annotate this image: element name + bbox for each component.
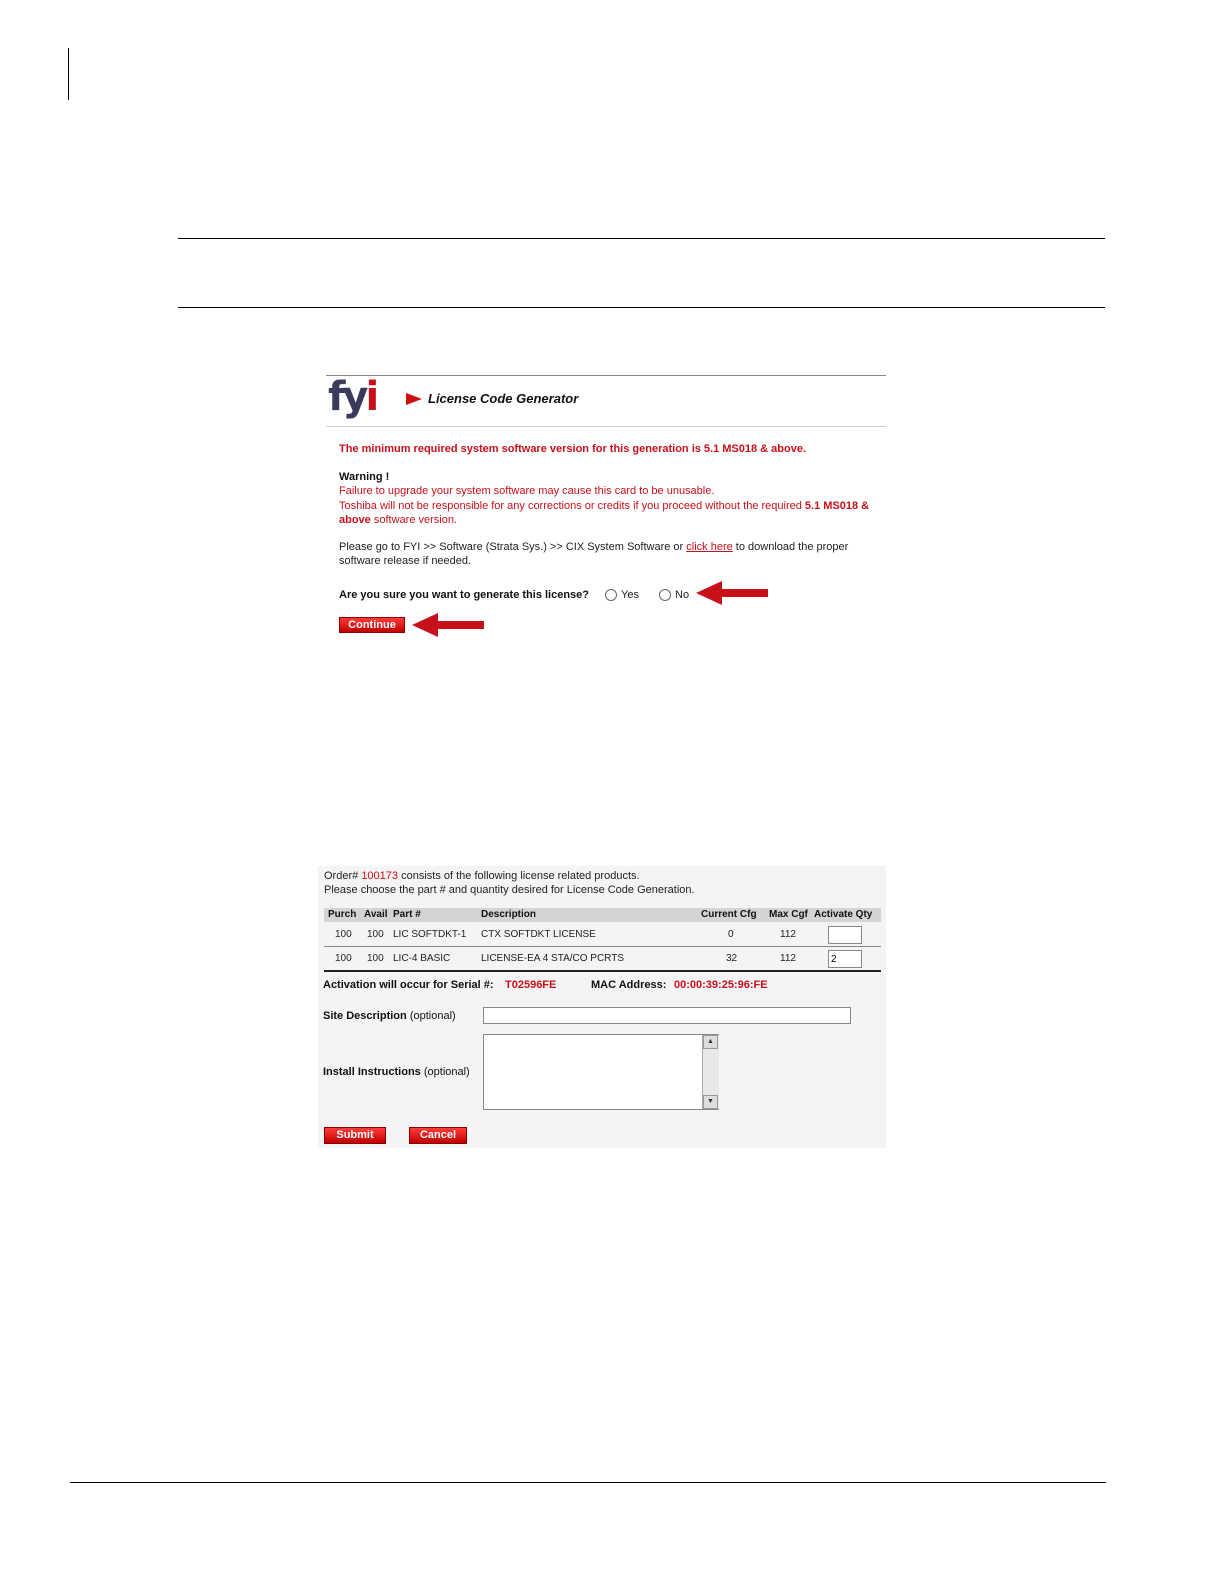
license-generator-panel	[326, 375, 886, 643]
yes-radio[interactable]	[605, 589, 617, 601]
mac-value: 00:00:39:25:96:FE	[674, 979, 768, 991]
row2-current: 32	[726, 953, 738, 964]
row2-qty-input[interactable]	[828, 950, 862, 968]
cancel-button[interactable]: Cancel	[409, 1127, 467, 1144]
confirm-question: Are you sure you want to generate this license?	[339, 589, 590, 601]
row2-purch: 100	[335, 953, 352, 964]
warning-line-1: Failure to upgrade your system software may cause this card to be unusable.	[339, 485, 715, 497]
table-header	[324, 908, 881, 922]
no-label: No	[675, 589, 690, 601]
row-divider	[324, 946, 881, 947]
col-activate-qty: Activate Qty	[814, 909, 873, 920]
install-instructions-textarea[interactable]	[483, 1034, 719, 1110]
row1-max: 112	[780, 929, 796, 940]
panel-title: License Code Generator	[428, 391, 579, 406]
mac-label: MAC Address:	[591, 979, 667, 991]
row1-purch: 100	[335, 929, 352, 940]
row1-qty-input[interactable]	[828, 926, 862, 944]
order-instruction: Please choose the part # and quantity desired for License Code Generation.	[324, 884, 695, 896]
second-rule	[178, 307, 1105, 308]
continue-button[interactable]: Continue	[339, 617, 405, 633]
click-here-link[interactable]: click here	[686, 541, 733, 553]
top-rule	[178, 238, 1105, 239]
site-description-input[interactable]	[483, 1007, 851, 1024]
warning-line-2: Toshiba will not be responsible for any corrections or credits if you proceed without the required 5.1 MS018 & above software version.	[339, 500, 870, 526]
row2-desc: LICENSE-EA 4 STA/CO PCRTS	[481, 953, 625, 964]
row1-current: 0	[728, 929, 734, 940]
min-requirement-text: The minimum required system software version for this generation is 5.1 MS018 & above.	[339, 443, 807, 455]
submit-button[interactable]: Submit	[324, 1127, 386, 1144]
serial-label: Activation will occur for Serial #:	[323, 979, 494, 991]
header-divider	[326, 426, 886, 427]
textarea-scrollbar[interactable]	[702, 1035, 719, 1109]
margin-bar	[68, 48, 69, 100]
warning-heading: Warning !	[339, 471, 390, 483]
row1-desc: CTX SOFTDKT LICENSE	[481, 929, 596, 940]
serial-value: T02596FE	[505, 979, 557, 991]
download-instructions: Please go to FYI >> Software (Strata Sys.) >> CIX System Software or click here to download the proper software release if needed.	[339, 541, 849, 567]
row1-part: LIC SOFTDKT-1	[393, 929, 467, 940]
col-part: Part #	[393, 909, 421, 920]
install-instructions-label: Install Instructions (optional)	[323, 1066, 470, 1078]
site-description-label: Site Description (optional)	[323, 1010, 456, 1022]
no-radio[interactable]	[659, 589, 671, 601]
order-number: 100173	[361, 870, 399, 882]
row2-part: LIC-4 BASIC	[393, 953, 451, 964]
col-purch: Purch	[328, 909, 357, 920]
row1-avail: 100	[367, 929, 384, 940]
scroll-up-icon[interactable]: ▲	[703, 1035, 718, 1049]
footer-rule	[70, 1482, 1106, 1483]
table-bottom-rule	[324, 970, 881, 972]
fyi-logo: fyi	[328, 374, 377, 420]
order-products-panel	[318, 866, 886, 1148]
col-max-cgf: Max Cgf	[769, 909, 808, 920]
col-description: Description	[481, 909, 537, 920]
row2-avail: 100	[367, 953, 384, 964]
arrow-right-icon	[406, 393, 422, 405]
order-summary: Order# 100173 consists of the following license related products.	[324, 870, 640, 882]
row2-max: 112	[780, 953, 796, 964]
scroll-down-icon[interactable]: ▼	[703, 1095, 718, 1109]
col-avail: Avail	[364, 909, 388, 920]
panel-top-line	[326, 375, 886, 376]
col-current-cfg: Current Cfg	[701, 909, 757, 920]
yes-label: Yes	[621, 589, 639, 601]
